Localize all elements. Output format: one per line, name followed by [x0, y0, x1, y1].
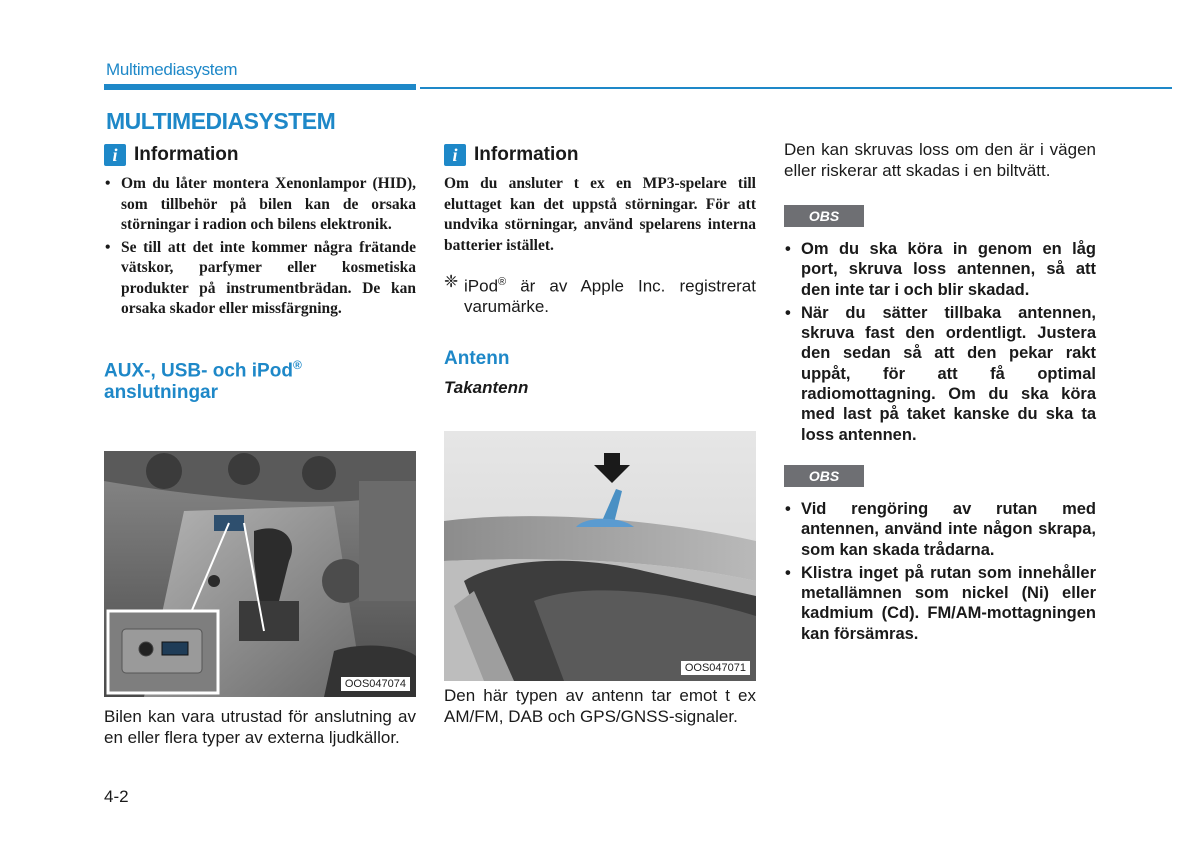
info-list [104, 174, 416, 320]
image-code: OOS047071 [681, 661, 750, 675]
page-title: MULTIMEDIASYSTEM [106, 108, 336, 134]
info-icon: i [444, 144, 466, 166]
obs-badge: OBS [784, 465, 864, 487]
obs-list [784, 499, 1096, 644]
info-icon: i [104, 144, 126, 166]
header-rule-thick [104, 84, 416, 90]
roof-antenna-subheading: Takantenn [444, 377, 529, 397]
console-image [104, 451, 416, 697]
header-rule-thin [420, 87, 1172, 89]
info-title: Information [474, 144, 579, 165]
antenna-heading: Antenn [444, 347, 510, 369]
console-illustration [104, 451, 416, 697]
aux-body-text: Bilen kan vara utrustad för anslutning av en eller flera typer av externa ljudkällor. [104, 707, 416, 747]
list-item: • Se till att det inte kommer några frätande vätskor, parfymer eller kosmetiska produkter på instrumentbrädan. De kan orsaka skador eller missfärgning. [104, 238, 416, 320]
column-3 [784, 140, 1096, 647]
image-code: OOS047074 [341, 677, 410, 691]
note-mark: ❈ [444, 272, 459, 291]
info-text: Om du ansluter t ex en MP3-spelare till eluttaget kan det uppstå störningar. För att undvika störningar, använd spelarens interna batterier istället. [444, 175, 756, 254]
list-item: • Om du ska köra in genom en låg port, skruva loss antennen, så att den inte tar i och blir skadad. [784, 239, 1096, 300]
antenna-body-text: Den här typen av antenn tar emot t ex AM/FM, DAB och GPS/GNSS-signaler. [444, 686, 756, 726]
list-item: • Vid rengöring av rutan med antennen, använd inte någon skrapa, som kan skada trådarna. [784, 499, 1096, 560]
roof-antenna-image [444, 431, 756, 681]
list-item: • Klistra inget på rutan som innehåller metallämnen som nickel (Ni) eller kadmium (Cd). FM/AM-mottagningen kan försämras. [784, 563, 1096, 644]
info-box-header [104, 144, 416, 166]
obs-badge: OBS [784, 205, 864, 227]
list-item: • När du sätter tillbaka antennen, skruva fast den ordentligt. Justera den sedan så att den pekar rakt uppåt, för att få optimal radiomottagning. Om du ska köra med last på taket kanske du ska ta loss antennen. [784, 303, 1096, 445]
roof-antenna-illustration [444, 431, 756, 681]
info-title: Information [134, 144, 239, 165]
page-number: 4-2 [104, 787, 129, 806]
list-item: • Om du låter montera Xenonlampor (HID), som tillbehör på bilen kan de orsaka störningar i radion och bilens elektronik. [104, 174, 416, 236]
antenna-intro: Den kan skruvas loss om den är i vägen eller riskerar att skadas i en biltvätt. [784, 140, 1096, 180]
running-header: Multimediasystem [106, 60, 238, 79]
column-1 [104, 144, 416, 404]
info-box-header [444, 144, 756, 166]
column-2 [444, 144, 756, 398]
section-heading-aux: AUX-, USB- och iPod® anslutningar [104, 357, 302, 403]
trademark-note: ❈ iPod® är av Apple Inc. registrerat varumärke. [444, 272, 756, 317]
obs-list [784, 239, 1096, 445]
